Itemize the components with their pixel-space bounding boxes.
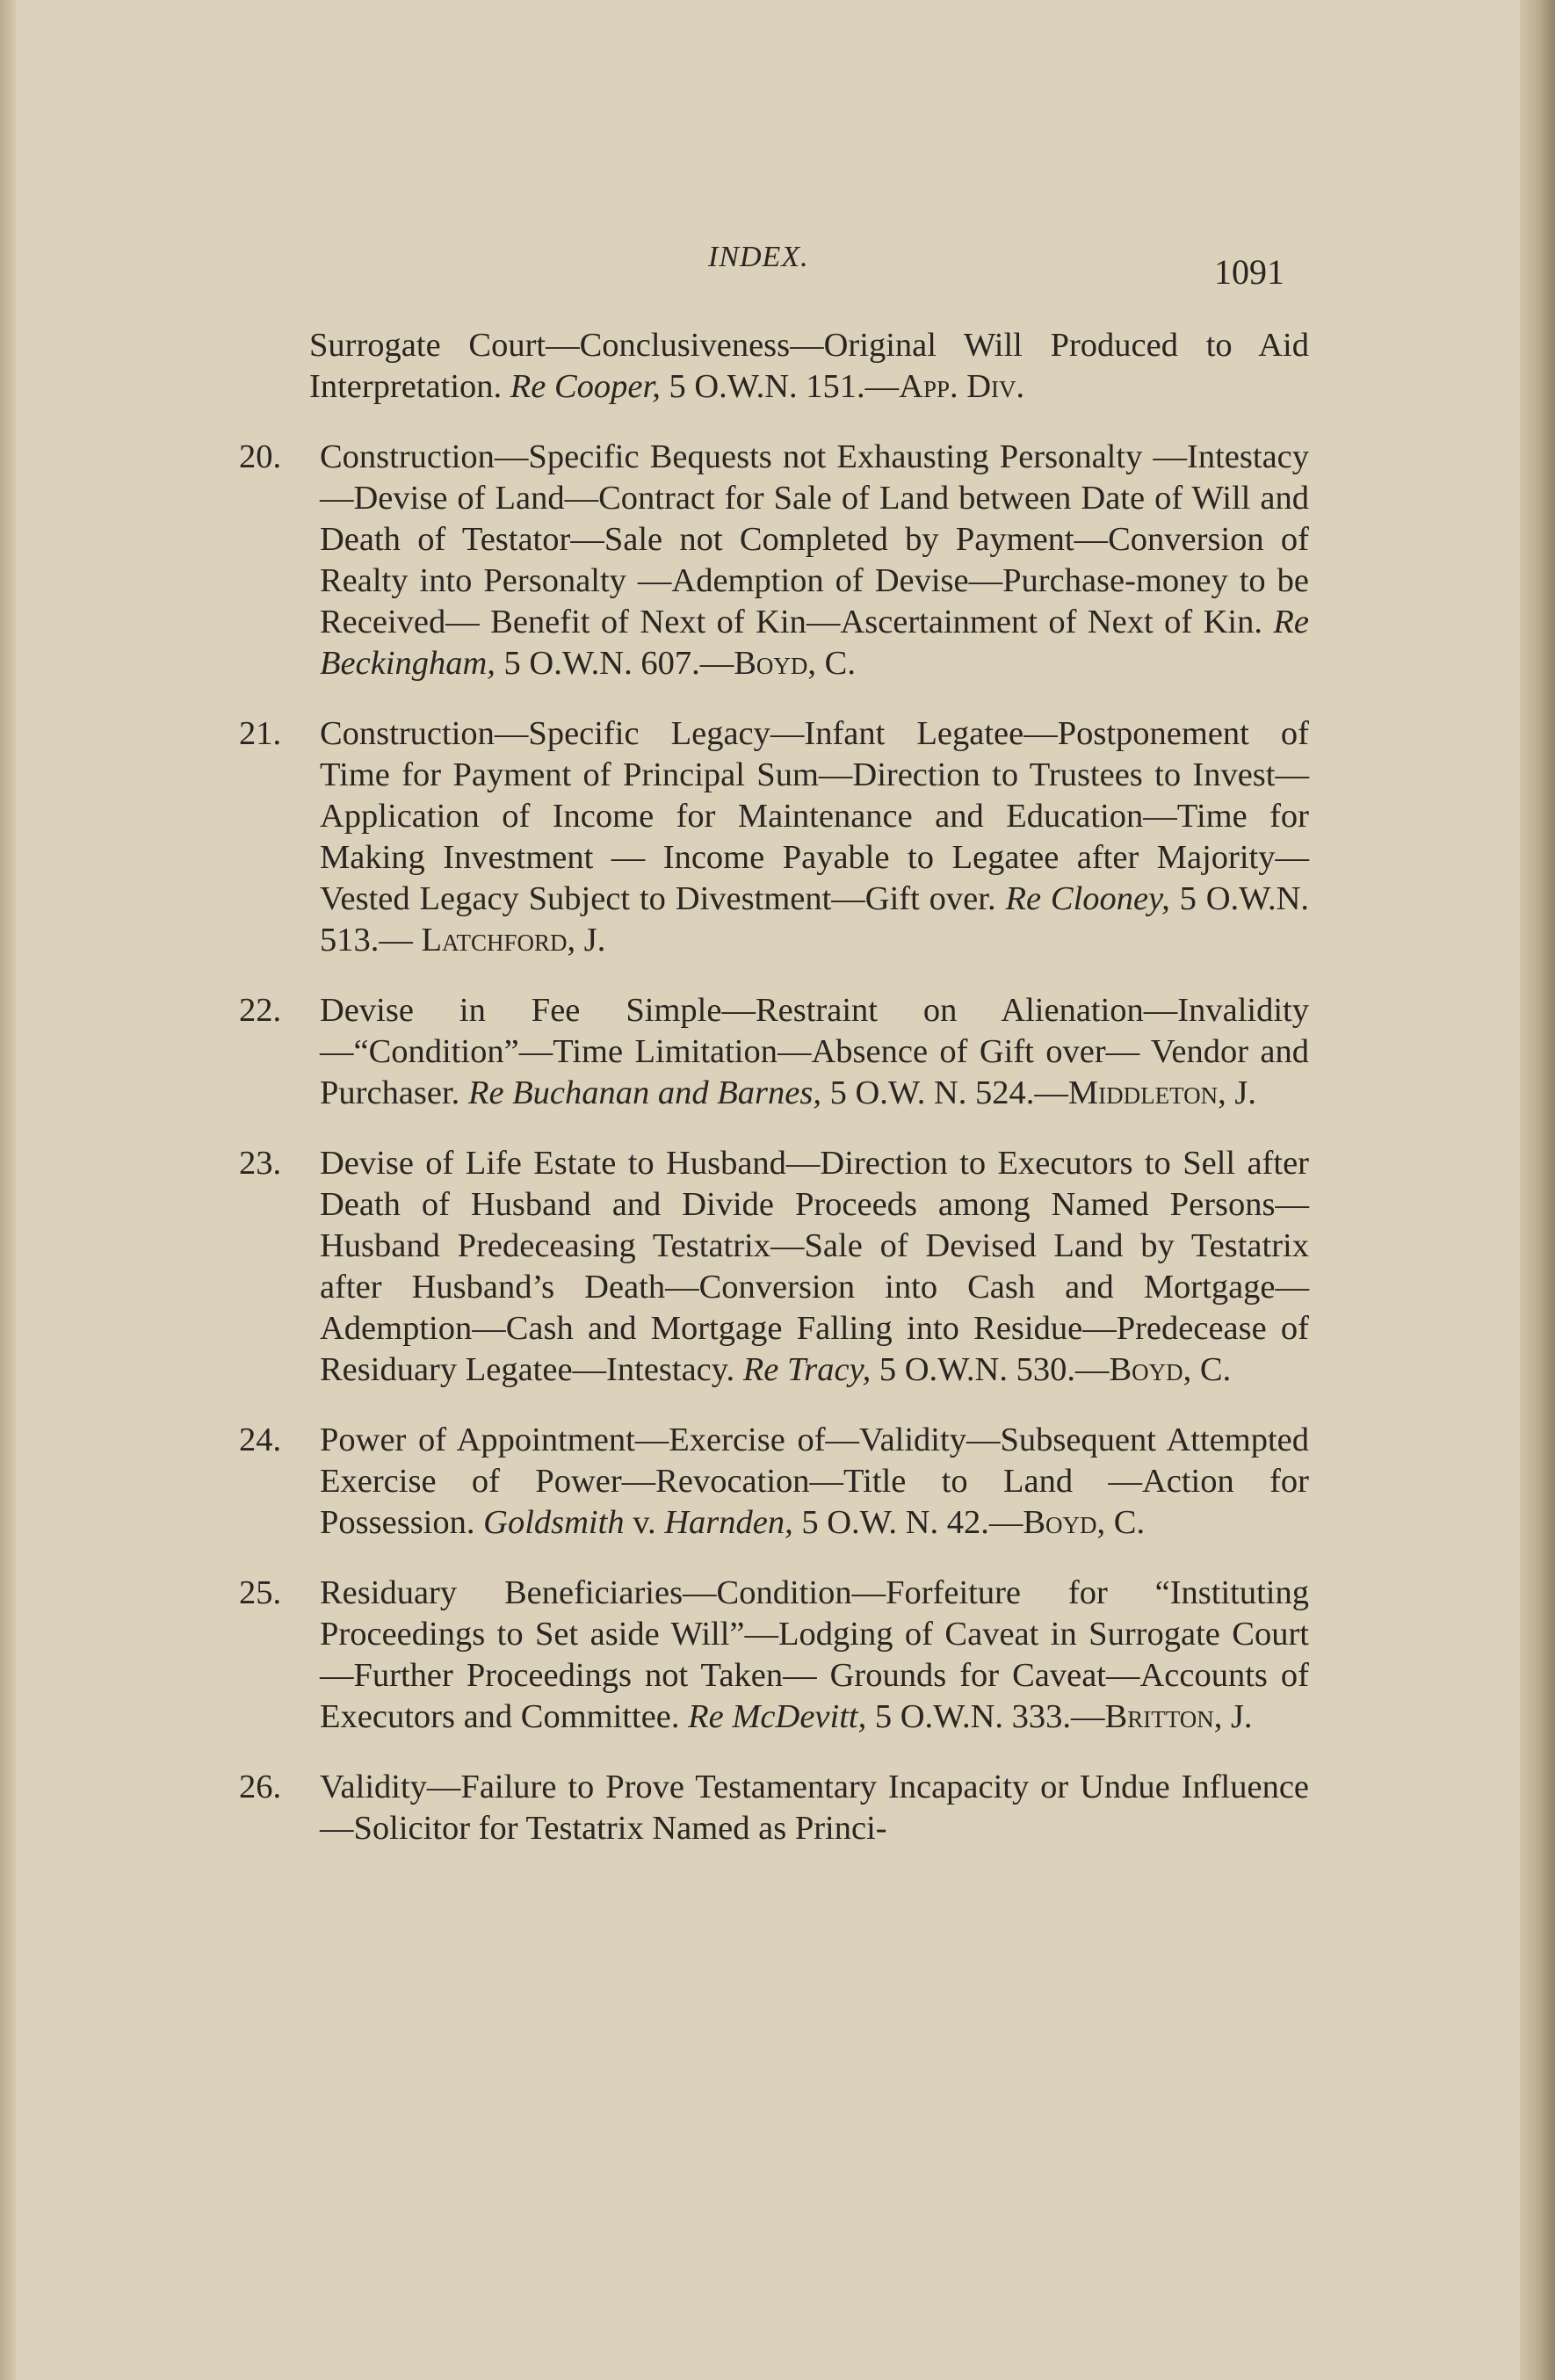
entry-number: 23. — [239, 1145, 282, 1182]
index-entry — [239, 990, 1309, 1114]
case-name: Re McDevitt, — [688, 1698, 867, 1735]
judge: Britton, J. — [1104, 1698, 1253, 1735]
index-entry — [239, 1143, 1309, 1391]
case-name: Re Beckingham, — [320, 604, 1309, 682]
entry-number: 24. — [239, 1421, 282, 1458]
judge: Boyd, C. — [1023, 1504, 1146, 1541]
entry-number: 26. — [239, 1769, 282, 1805]
header-title: INDEX. — [708, 241, 809, 273]
index-entry — [239, 713, 1309, 961]
index-entry — [239, 1767, 1309, 1849]
index-entry — [239, 437, 1309, 684]
entry-text: Surrogate Court—Conclusiveness—Original Will Produced to Aid Interpretation. — [309, 327, 1309, 405]
entry-text: Power of Appointment—Exercise of—Validity—Subsequent Attempted Exercise of Power—Revocation—Title to Land —Action for Possession. — [320, 1421, 1309, 1541]
case-name: Re Buchanan and Barnes, — [467, 1074, 821, 1111]
citation: 5 O.W.N. 607.— — [495, 645, 734, 682]
page-number: 1091 — [1214, 252, 1284, 292]
entry-text: Construction—Specific Legacy—Infant Legatee—Postponement of Time for Payment of Principal Sum—Direction to Trustees to Invest—Application of Income for Maintenance and Education—Time for Making Investment — Income Payable to Legatee after Majority—Vested Legacy Subject to Divestment—Gift over. — [320, 715, 1309, 917]
index-entry-continued — [239, 325, 1309, 408]
citation: 5 O.W.N. 530.— — [871, 1351, 1110, 1388]
index-entry — [239, 1573, 1309, 1738]
case-name: Goldsmith — [483, 1504, 625, 1541]
running-header — [0, 230, 1555, 292]
case-name: Re Clooney, — [1005, 880, 1170, 917]
index-entry — [239, 1420, 1309, 1544]
entry-number: 20. — [239, 438, 282, 475]
judge: App. Div. — [899, 368, 1025, 405]
entry-text: Construction—Specific Bequests not Exhausting Personalty —Intestacy—Devise of Land—Contract for Sale of Land between Date of Will and Death of Testator—Sale not Completed by Payment—Conversion of Realty into Personalty —Ademption of Devise—Purchase-money to be Received— Benefit of Next of Kin—Ascertainment of Next of Kin. — [320, 438, 1309, 640]
case-name: Re Cooper, — [510, 368, 661, 405]
entry-number: 21. — [239, 715, 282, 752]
entry-text: Residuary Beneficiaries—Condition—Forfeiture for “Instituting Proceedings to Set aside Will”—Lodging of Caveat in Surrogate Court—Further Proceedings not Taken— Grounds for Caveat—Accounts of Executors and Committee. — [320, 1574, 1309, 1735]
judge: Latchford, J. — [421, 922, 606, 959]
index-entries — [239, 325, 1309, 1878]
page-spine-shadow — [0, 0, 16, 2380]
citation: 5 O.W. N. 524.— — [821, 1074, 1068, 1111]
citation: 5 O.W.N. 513.— — [320, 880, 1309, 959]
case-name: Re Tracy, — [742, 1351, 872, 1388]
citation: 5 O.W.N. 151.— — [660, 368, 900, 405]
citation: 5 O.W. N. 42.— — [792, 1504, 1023, 1541]
entry-number: 22. — [239, 992, 282, 1029]
judge: Boyd, C. — [1109, 1351, 1232, 1388]
entry-text: Validity—Failure to Prove Testamentary Incapacity or Undue Influence—Solicitor for Testatrix Named as Princi- — [320, 1769, 1309, 1847]
page-edge-shadow — [1520, 0, 1555, 2380]
judge: Middleton, J. — [1067, 1074, 1256, 1111]
judge: Boyd, C. — [734, 645, 856, 682]
entry-number: 25. — [239, 1574, 282, 1611]
entry-text: Devise of Life Estate to Husband—Direction to Executors to Sell after Death of Husband and Divide Proceeds among Named Persons—Husband Predeceasing Testatrix—Sale of Devised Land by Testatrix after Husband’s Death—Conversion into Cash and Mortgage—Ademption—Cash and Mortgage Falling into Residue—Predecease of Residuary Legatee—Intestacy. — [320, 1145, 1309, 1388]
citation: 5 O.W.N. 333.— — [866, 1698, 1105, 1735]
citation: v. — [624, 1504, 665, 1541]
case-name-second-party: Harnden, — [664, 1504, 793, 1541]
entry-text: Devise in Fee Simple—Restraint on Alienation—Invalidity —“Condition”—Time Limitation—Absence of Gift over— Vendor and Purchaser. — [320, 992, 1309, 1111]
